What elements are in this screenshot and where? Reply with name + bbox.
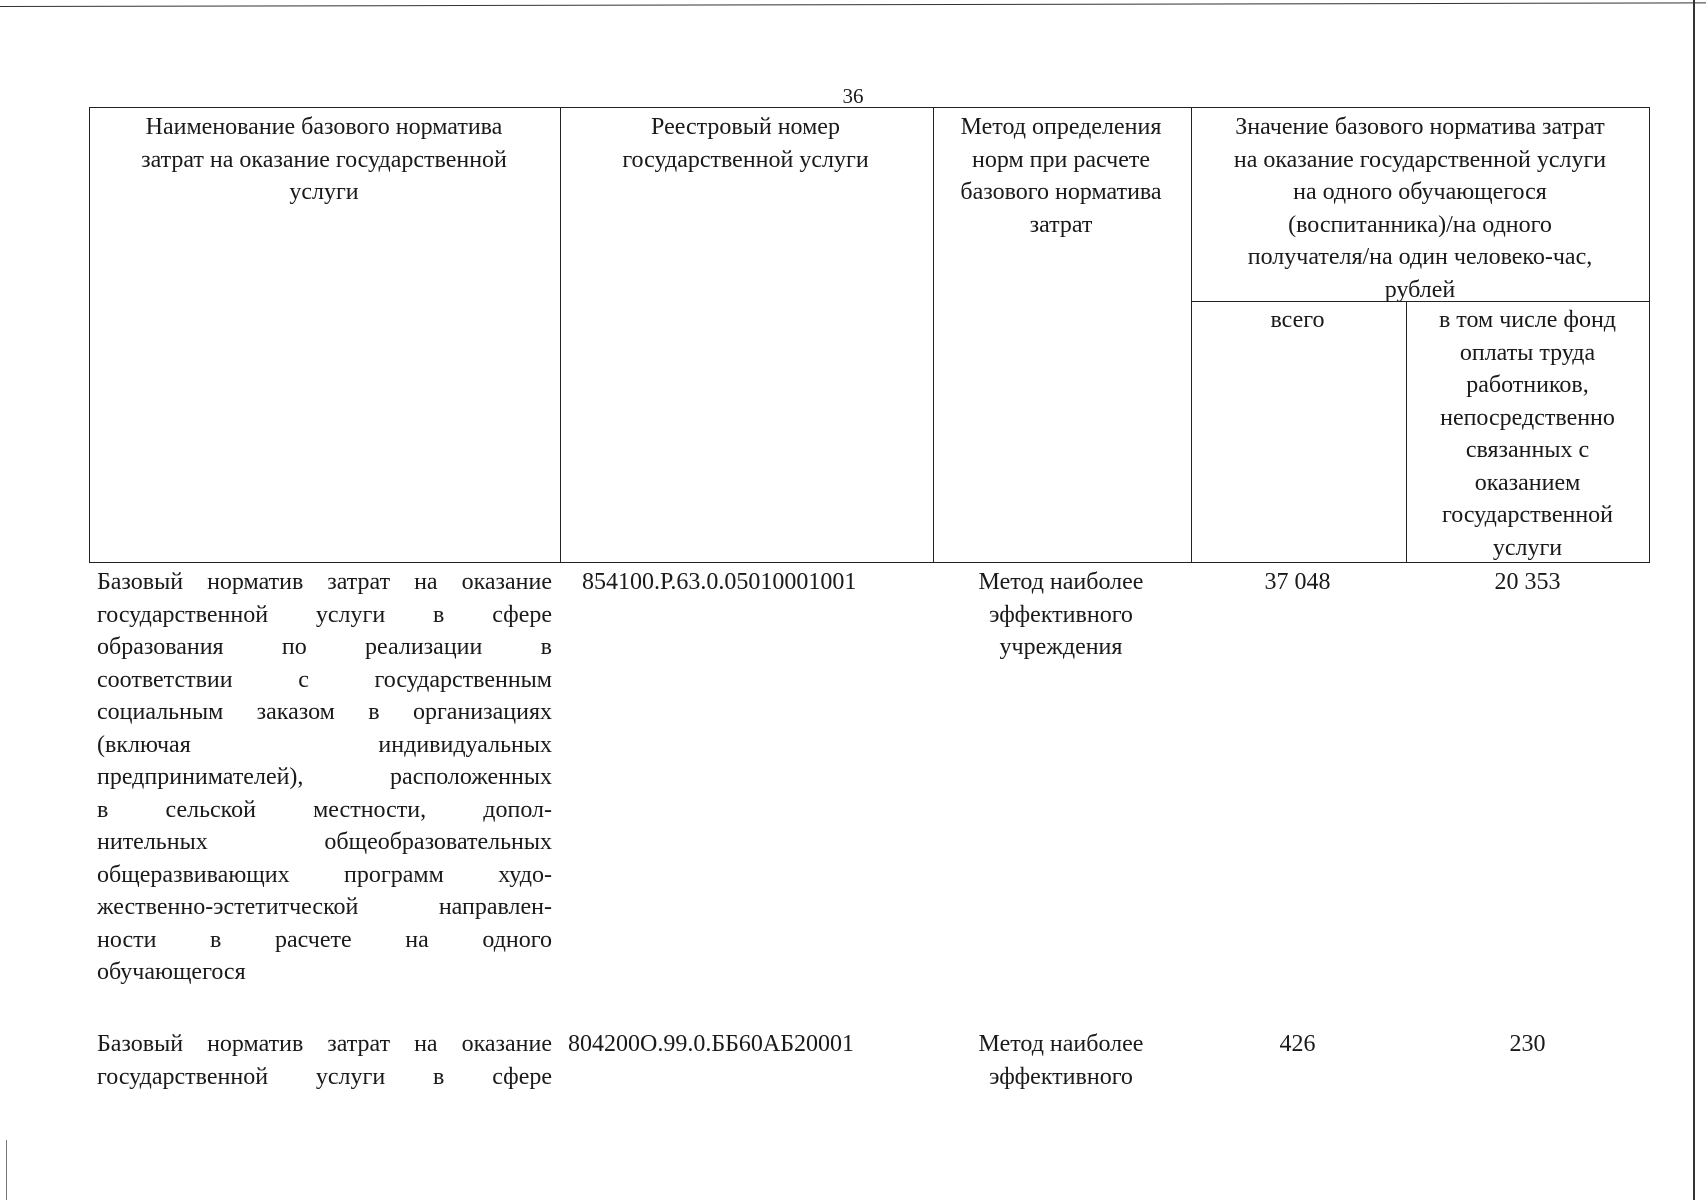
header-wage: в том числе фонд оплаты труда работников, непосредственно связанных с оказанием государственной услуги (1438, 307, 1617, 561)
table-row-1-registry: 854100.Р.63.0.05010001001 (582, 569, 857, 595)
header-method: Метод определения норм при расчете базового норматива затрат (960, 114, 1162, 238)
scan-edge-top (0, 2, 1706, 7)
header-value: Значение базового норматива затрат на оказание государственной услуги на одного обучающегося (воспитанника)/на одного получателя/на один человеко-час, рублей (1233, 114, 1607, 303)
scan-edge-right (1693, 0, 1695, 1200)
table-row-1-wage: 20 353 (1494, 569, 1561, 595)
table-row-2-method: Метод наиболее эффективного (978, 1031, 1144, 1090)
table-row-2-wage: 230 (1509, 1031, 1546, 1057)
header-total: всего (1270, 307, 1325, 333)
table-row-1-name: Базовый норматив затрат на оказание государственной услуги в сфере образования по реализации в соответствии с государственным социальным заказом в организациях (включая индивидуальных предпринимателей), расположенных в сельской местности, допол- нительных общеобразовательных общеразвивающих программ худо- жественно-эстетитческой направлен- ности в расчете на одного обучающегося (97, 569, 552, 985)
table-row-2-total: 426 (1279, 1031, 1316, 1057)
table-row-2-name: Базовый норматив затрат на оказание государственной услуги в сфере (97, 1031, 552, 1090)
column-divider (560, 108, 561, 562)
table-row-2-registry: 804200О.99.0.ББ60АБ20001 (568, 1031, 855, 1057)
scan-edge-left (6, 1140, 7, 1200)
header-registry: Реестровый номер государственной услуги (622, 114, 869, 173)
page-number: 36 (842, 84, 864, 108)
header-name: Наименование базового норматива затрат на оказание государственной услуги (141, 114, 507, 205)
table-row-1-total: 37 048 (1264, 569, 1331, 595)
table-row-1-method: Метод наиболее эффективного учреждения (978, 569, 1144, 660)
